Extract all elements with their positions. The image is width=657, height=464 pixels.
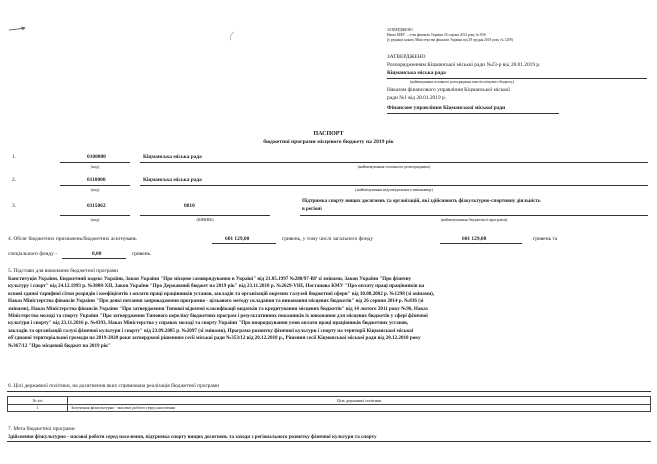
- row-3-code-caption: (код): [90, 217, 100, 222]
- section-4-text-e: гривень.: [132, 251, 152, 257]
- section-7-text: Здійснення фізкультурно - масової роботи серед населення, підтримка спорту вищих досягнень та заходи з регіонального розвитку фізичної культури та спорту: [8, 434, 377, 440]
- goals-table: [7, 396, 651, 412]
- section-6-rule: [7, 391, 651, 392]
- section-4-amount-total: 601 129,00: [225, 236, 250, 242]
- passport-subtitle: бюджетної програми місцевого бюджету на 2019 рік: [263, 139, 394, 145]
- council-caption: (найменування головного розпорядника коштів місцевого бюджету): [410, 80, 515, 84]
- row-1-name-line: [140, 162, 648, 163]
- section-5-line: змінами), Наказ Міністерства фінансів України "Про затвердження Типової відомчої класифікації видатків та кредитування місцевих бюджетів" від 14 лютого 2011 року №96, Наказ: [8, 305, 428, 312]
- row-1-number: 1.: [12, 154, 17, 160]
- section-5-line: Конституція України, Бюджетний кодекс України, Закон України "Про місцеве самоврядування в Україні" від 21.05.1997 №280/97-ВР зі змінами, Закон України "Про фізичну: [8, 276, 412, 282]
- row-1-code: 0100000: [87, 154, 106, 160]
- row-3-name-line: [300, 215, 648, 216]
- section-5-line: культуру і спорт" від 24.12.1993 р. №3808-XII, Закон України "Про Державний бюджет на 2019 рік" від 23.11.2018 р. №2629-VIII, Постанова КМУ "Про оплату праці працівників на: [8, 283, 425, 290]
- row-3-fkvk-line: [140, 215, 270, 216]
- row-2-code-line: [60, 185, 130, 186]
- section-5-line: Наказ Міністерства фінансів України "Про деякі питання запровадження програмно - цільового методу складання та виконання місцевих бюджетів" від 26 серпня 2014 р. №836 (зі: [8, 298, 424, 305]
- fin-order-line-2: ради №1 від 28.01.2019 р.: [387, 95, 447, 101]
- row-2-number: 2.: [12, 177, 17, 183]
- row-3-number: 3.: [12, 203, 17, 209]
- section-5-line: Міністерства молоді та спорту України "Про затвердження Типового переліку бюджетних програм і результативних показників їх виконання для місцевих бюджетів у сфері фізичної: [8, 313, 428, 319]
- section-5-line: №367/12 "Про місцевий бюджет на 2019 рік": [8, 342, 111, 349]
- approval-council-name: Кіцманська міська рада: [387, 70, 446, 76]
- amount-special-line: [62, 258, 126, 259]
- approved-heading: ЗАТВЕРДЖЕНО: [387, 54, 426, 60]
- table-row: [8, 404, 651, 412]
- row-1-code-line: [60, 162, 130, 163]
- section-5-line: основі єдиної тарифної сітки розрядів і коефіцієнтів з оплати праці працівників установ, закладів та організацій окремих галузей бюджетної сфери" від 30.08.2002 р. №1298 (зі змінами),: [8, 290, 435, 297]
- council-underline: [387, 78, 647, 79]
- table-header-row: [8, 397, 651, 405]
- section-5-heading: 5. Підстави для виконання бюджетної програми: [8, 268, 119, 274]
- section-7-rule: [7, 441, 651, 442]
- pen-mark-icon: [8, 26, 26, 32]
- section-4-text-c: гривень та: [533, 236, 558, 242]
- amount-total-line: [212, 243, 276, 244]
- section-4-amount-general: 601 129,00: [462, 236, 487, 242]
- col-goal-header: Ціль державної політики: [68, 397, 651, 405]
- section-5-line: культури і спорту" від 23.11.2016 р. №4393, Наказ Міністерства у справах молоді та спорту України "Про впорядкування умов оплати праці працівників бюджетних установ,: [8, 320, 409, 327]
- paper-mark-icon: [228, 31, 236, 41]
- passport-title: ПАСПОРТ: [313, 131, 344, 137]
- fin-dept-underline: [387, 113, 559, 114]
- row-2-name-line: [140, 185, 648, 186]
- row-2-code: 0110000: [87, 177, 106, 183]
- section-5-line: закладів та організацій галузі фізичної культури і спорту" від 23.09.2005 р. №2097 (зі змінами), Програма розвитку фізичної культури і спорту на території Кіцманської міської: [8, 327, 414, 334]
- approval-order-line: Розпорядженням Кіцманської міської ради №23-р від 28.01.2019 р.: [387, 62, 541, 68]
- section-6-heading: 6. Цілі державної політики, на досягнення яких спрямована реалізація бюджетної програми: [8, 383, 220, 389]
- goal-text: Залучення фізкультурно - масової роботи серед населення: [68, 404, 651, 412]
- row-2-code-caption: (код): [90, 187, 100, 192]
- row-3-code-line: [60, 215, 130, 216]
- section-4-text-a: 4. Обсяг бюджетних призначень/бюджетних асигнувань: [8, 236, 137, 242]
- section-4-text-b: гривень, у тому числі загального фонду: [282, 236, 374, 242]
- col-number-header: № з/п: [8, 397, 68, 405]
- row-3-fkvk: 0810: [184, 203, 195, 209]
- row-3-code: 0115062: [87, 203, 106, 209]
- stamp-line-3: (у редакції наказу Міністерства фінансів України від 29 грудня 2018 року № 1209): [387, 38, 513, 42]
- row-1-name-caption: (найменування головного розпорядника): [357, 164, 431, 169]
- amount-general-line: [440, 243, 522, 244]
- goal-number: 1: [8, 404, 68, 412]
- fin-dept-name: Фінансове управління Кіцманської міської ради: [387, 105, 506, 111]
- section-4-amount-special: 0,00: [92, 251, 102, 257]
- row-1-name: Кіцманська міська рада: [143, 154, 202, 160]
- fin-order-line-1: Наказом фінансового управління Кіцманської міської: [387, 87, 510, 93]
- section-5-line: об'єднаної територіальної громади на 2019-2020 роки затверджені рішенням сесії міської ради №353/12 від 20.12.2018 р., Рішення сесії Кіцманської міської ради від 20.12.2018 року: [8, 335, 421, 342]
- row-1-code-caption: (код): [90, 164, 100, 169]
- row-3-name-line-1: Підтримка спорту вищих досягнень та організацій, які здійснюють фізкультурно-спортивну діяльність: [302, 198, 541, 204]
- stamp-line-2: Наказ МФУ ... ства фінансів України 26 серпня 2014 року № 836: [387, 33, 486, 37]
- section-7-heading: 7. Мета бюджетної програми: [8, 426, 75, 432]
- row-3-name-line-2: в регіоні: [302, 206, 322, 212]
- row-2-name: Кіцманська міська рада: [143, 177, 202, 183]
- row-3-name-caption: (найменування бюджетної програми): [440, 217, 508, 222]
- stamp-line-1: ЗАТВЕРДЖЕНО: [387, 28, 413, 32]
- section-4-text-d: спеціального фонду -: [8, 251, 57, 257]
- row-3-fkvk-caption: (КФКВК): [196, 217, 214, 222]
- row-2-name-caption: (найменування відповідального виконавця): [355, 187, 433, 192]
